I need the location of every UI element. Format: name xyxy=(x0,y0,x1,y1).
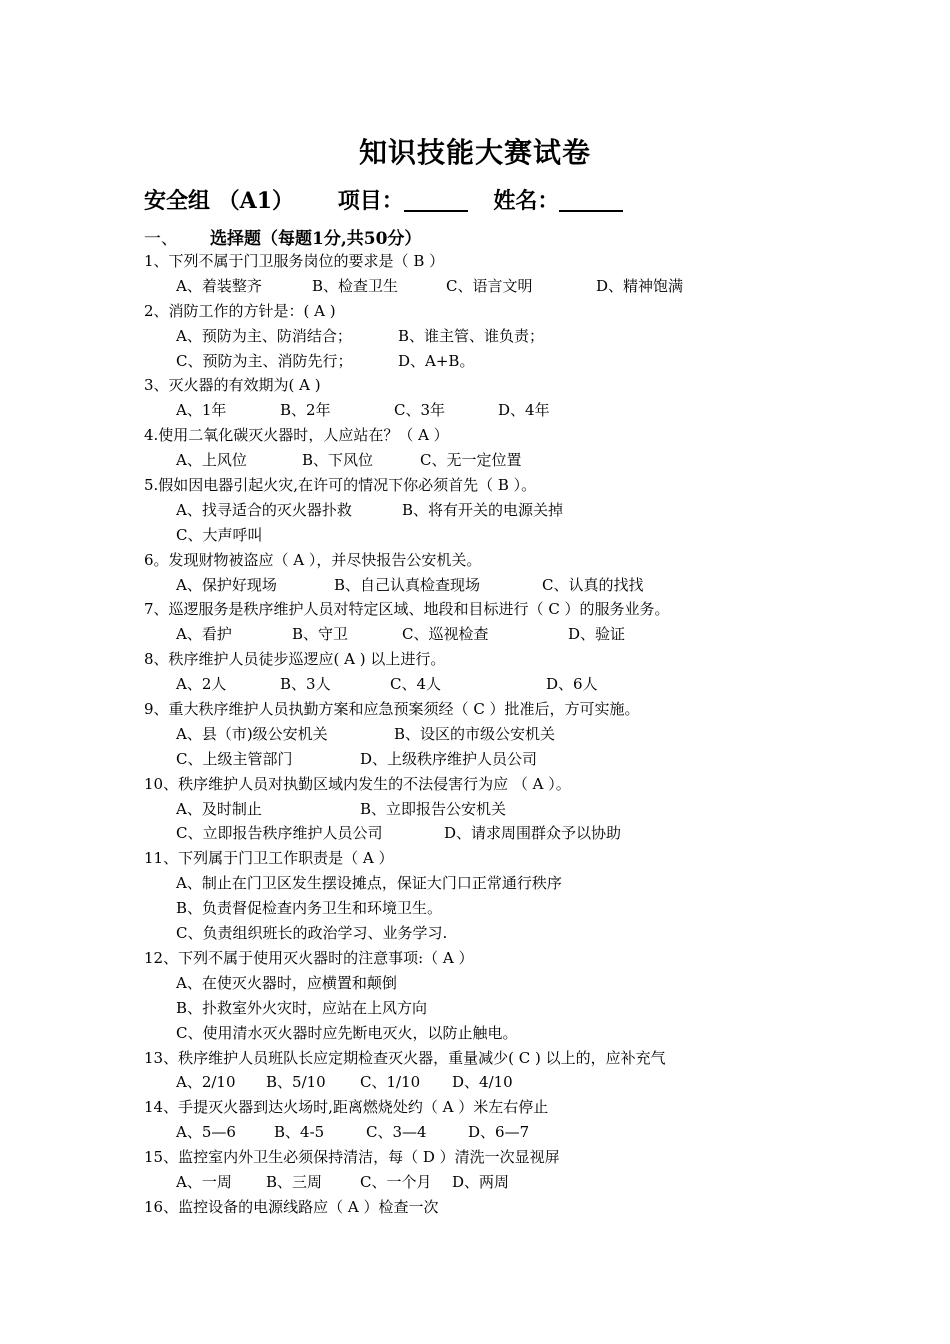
option-row xyxy=(144,448,924,473)
answer-option[interactable]: B、下风位 xyxy=(302,451,374,470)
answer-option[interactable]: D、请求周围群众予以协助 xyxy=(444,824,622,843)
question-text: 8、秩序维护人员徒步巡逻应( A ) 以上进行。 xyxy=(144,650,446,669)
answer-option[interactable]: B、三周 xyxy=(266,1172,323,1191)
question-text: 13、秩序维护人员班队长应定期检查灭火器，重量减少( C ) 以上的，应补充气 xyxy=(144,1048,666,1067)
question-list xyxy=(144,249,924,1220)
answer-option[interactable]: A、上风位 xyxy=(176,451,247,470)
answer-option[interactable]: B、立即报告公安机关 xyxy=(360,799,507,818)
answer-option[interactable]: A、2/10 xyxy=(176,1073,236,1092)
option-row xyxy=(144,622,924,647)
question-text: 2、消防工作的方针是：( A ) xyxy=(144,301,336,320)
option-row xyxy=(144,722,924,747)
option-row xyxy=(144,1170,924,1195)
option-row xyxy=(144,871,924,896)
option-row xyxy=(144,274,924,299)
option-row xyxy=(144,672,924,697)
answer-option[interactable]: C、立即报告秩序维护人员公司 xyxy=(176,824,383,843)
name-label: 姓名： xyxy=(493,188,560,214)
answer-option[interactable]: A、制止在门卫区发生摆设摊点，保证大门口正常通行秩序 xyxy=(176,874,562,893)
answer-option[interactable]: C、认真的找找 xyxy=(542,575,644,594)
exam-header xyxy=(144,184,641,215)
answer-option[interactable]: B、5/10 xyxy=(266,1073,326,1092)
section-number: 一、 xyxy=(144,229,178,249)
answer-option[interactable]: D、4/10 xyxy=(452,1073,513,1092)
question-text: 15、监控室内外卫生必须保持清洁，每（ D ）清洗一次显视屏 xyxy=(144,1148,560,1167)
answer-option[interactable]: B、2年 xyxy=(280,401,331,420)
answer-option[interactable]: B、3人 xyxy=(280,675,331,694)
answer-option[interactable]: C、3年 xyxy=(394,401,446,420)
answer-option[interactable]: B、扑救室外火灾时，应站在上风方向 xyxy=(176,998,428,1017)
answer-option[interactable]: A、1年 xyxy=(176,401,227,420)
project-blank[interactable] xyxy=(404,188,468,212)
answer-option[interactable]: D、验证 xyxy=(568,625,626,644)
option-row xyxy=(144,349,924,374)
answer-option[interactable]: C、使用清水灭火器时应先断电灭火，以防止触电。 xyxy=(176,1023,518,1042)
answer-option[interactable]: D、A+B。 xyxy=(398,351,475,370)
question-text: 6。发现财物被盗应（ A ），并尽快报告公安机关。 xyxy=(144,550,482,569)
question-text: 1、下列不属于门卫服务岗位的要求是（ B ） xyxy=(144,252,445,270)
section-title: 选择题（每题1分,共50分） xyxy=(210,229,422,249)
option-row xyxy=(144,996,924,1021)
answer-option[interactable]: D、上级秩序维护人员公司 xyxy=(360,749,538,768)
name-blank[interactable] xyxy=(559,188,623,212)
answer-option[interactable]: D、6人 xyxy=(546,675,598,694)
answer-option[interactable]: D、精神饱满 xyxy=(596,276,684,295)
answer-option[interactable]: C、4人 xyxy=(390,675,442,694)
answer-option[interactable]: A、看护 xyxy=(176,625,232,644)
answer-option[interactable]: C、负责组织班长的政治学习、业务学习. xyxy=(176,924,448,943)
option-row xyxy=(144,747,924,772)
answer-option[interactable]: B、4-5 xyxy=(274,1123,325,1142)
question-text: 16、监控设备的电源线路应（ A ）检查一次 xyxy=(144,1197,439,1216)
answer-option[interactable]: A、及时制止 xyxy=(176,799,262,818)
answer-option[interactable]: A、着装整齐 xyxy=(176,276,262,295)
option-row xyxy=(144,523,924,548)
answer-option[interactable]: A、一周 xyxy=(176,1172,232,1191)
answer-option[interactable]: B、自己认真检查现场 xyxy=(334,575,481,594)
answer-option[interactable]: D、两周 xyxy=(452,1172,510,1191)
question-text: 10、秩序维护人员对执勤区域内发生的不法侵害行为应 （ A ）。 xyxy=(144,774,571,793)
section-heading xyxy=(144,224,421,249)
answer-option[interactable]: A、找寻适合的灭火器扑救 xyxy=(176,500,352,519)
answer-option[interactable]: D、6—7 xyxy=(468,1123,530,1142)
answer-option[interactable]: C、无一定位置 xyxy=(420,451,522,470)
option-row xyxy=(144,1021,924,1046)
option-row xyxy=(144,797,924,822)
answer-option[interactable]: B、谁主管、谁负责； xyxy=(398,326,545,345)
option-row xyxy=(144,573,924,598)
answer-option[interactable]: B、将有开关的电源关掉 xyxy=(402,500,564,519)
answer-option[interactable]: A、保护好现场 xyxy=(176,575,277,594)
answer-option[interactable]: C、上级主管部门 xyxy=(176,749,293,768)
option-row xyxy=(144,498,924,523)
answer-option[interactable]: B、负责督促检查内务卫生和环境卫生。 xyxy=(176,899,443,918)
group-label: 安全组 （A1） xyxy=(144,188,295,214)
option-row xyxy=(144,1070,924,1095)
answer-option[interactable]: A、2人 xyxy=(176,675,227,694)
question-text: 3、灭火器的有效期为( A ) xyxy=(144,376,321,395)
question-text: 4.使用二氧化碳灭火器时，人应站在？（ A ） xyxy=(144,426,449,445)
answer-option[interactable]: A、在使灭火器时，应横置和颠倒 xyxy=(176,973,397,992)
answer-option[interactable]: C、语言文明 xyxy=(446,276,533,295)
option-row xyxy=(144,398,924,423)
answer-option[interactable]: B、设区的市级公安机关 xyxy=(394,724,556,743)
answer-option[interactable]: C、3—4 xyxy=(366,1123,427,1142)
question-text: 9、重大秩序维护人员执勤方案和应急预案须经（ C ）批准后，方可实施。 xyxy=(144,700,640,719)
option-row xyxy=(144,1120,924,1145)
answer-option[interactable]: C、一个月 xyxy=(360,1172,432,1191)
answer-option[interactable]: A、县（市)级公安机关 xyxy=(176,724,328,743)
project-label: 项目： xyxy=(337,188,404,214)
answer-option[interactable]: D、4年 xyxy=(498,401,550,420)
answer-option[interactable]: A、预防为主、防消结合； xyxy=(176,326,352,345)
option-row xyxy=(144,324,924,349)
answer-option[interactable]: C、大声呼叫 xyxy=(176,525,263,544)
question-text: 5.假如因电器引起火灾,在许可的情况下你必须首先（ B ）。 xyxy=(144,476,537,495)
option-row xyxy=(144,896,924,921)
answer-option[interactable]: B、守卫 xyxy=(292,625,349,644)
answer-option[interactable]: C、巡视检查 xyxy=(402,625,489,644)
question-text: 11、下列属于门卫工作职责是（ A ） xyxy=(144,849,394,868)
question-text: 7、巡逻服务是秩序维护人员对特定区域、地段和目标进行（ C ）的服务业务。 xyxy=(144,600,670,619)
option-row xyxy=(144,921,924,946)
answer-option[interactable]: A、5—6 xyxy=(176,1123,236,1142)
option-row xyxy=(144,821,924,846)
answer-option[interactable]: C、1/10 xyxy=(360,1073,421,1092)
exam-title: 知识技能大赛试卷 xyxy=(358,136,591,169)
answer-option[interactable]: C、预防为主、消防先行； xyxy=(176,351,353,370)
question-text: 14、手提灭火器到达火场时,距离燃烧处约（ A ）米左右停止 xyxy=(144,1098,549,1117)
answer-option[interactable]: B、检查卫生 xyxy=(312,276,399,295)
option-row xyxy=(144,971,924,996)
question-text: 12、下列不属于使用灭火器时的注意事项:（ A ） xyxy=(144,948,474,967)
